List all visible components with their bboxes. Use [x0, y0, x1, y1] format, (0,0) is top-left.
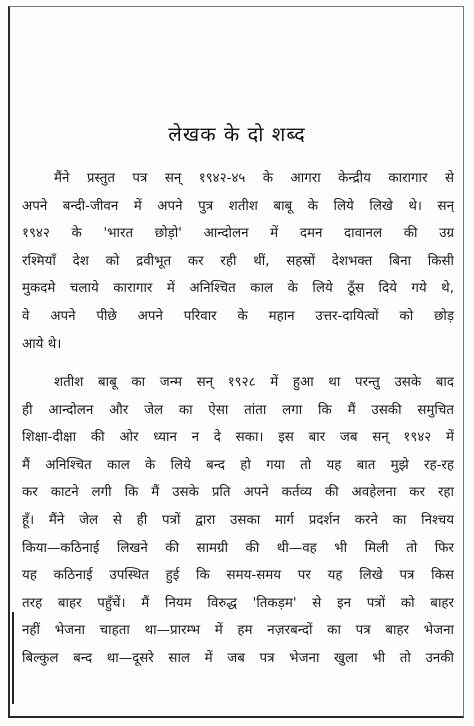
text-line: वे अपने पीछे अपने परिवार के महान उत्तर-दायित्वों को छोड़: [22, 308, 454, 324]
text-line: तरह बाहर पहुँचें। मैं नियम विरुद्ध 'तिकड़म' से इन पत्रों को बाहर: [22, 595, 454, 611]
text-line: मुकदमे चलाये कारागार में अनिश्चित काल के लिये ठूँस दिये गये थे,: [22, 281, 454, 297]
text-line: १९४२ के 'भारत छोड़ो' आन्दोलन में दमन दावानल की उग्र: [22, 226, 454, 242]
text-line: मैंने प्रस्तुत पत्र सन् १९४२-४५ के आगरा केन्द्रीय कारागार से: [54, 171, 454, 186]
paragraph-2: [22, 369, 454, 673]
text-line: रश्मियाँ देश को द्रवीभूत कर रही थीं, सहस्रों देशभक्त बिना किसी: [22, 253, 454, 269]
paragraph-1: [22, 165, 454, 358]
text-line: बिल्कुल बन्द था—दूसरे साल में जब पत्र भेजना खुला भी तो उनकी: [22, 650, 454, 666]
text-line: शिक्षा-दीक्षा की ओर ध्यान न दे सका। इस बार जब सन् १९४२ में: [22, 430, 454, 446]
text-line: ही आन्दोलन और जेल का ऐसा तांता लगा कि मैं उसकी समुचित: [22, 402, 454, 418]
text-line: यह कठिनाई उपस्थित हुई कि समय-समय पर यह लिखे पत्र किस: [22, 568, 454, 584]
text-line: किया—कठिनाई लिखने की सामग्री की थी—वह भी मिली तो फिर: [22, 540, 454, 556]
text-line: अपने बन्दी-जीवन में अपने पुत्र शतीश बाबू के लिये लिखे थे। सन्: [22, 198, 454, 214]
text-line: हूँ। मैंने जेल से ही पत्रों द्वारा उसका मार्ग प्रदर्शन करने का निश्चय: [22, 512, 454, 528]
margin-mark: [12, 612, 14, 704]
text-line: नहीं भेजना चाहता था—प्रारम्भ में हम नज़रबन्दों का पत्र बाहर भेजना: [22, 623, 454, 639]
text-line: मैं अनिश्चित काल के लिये बन्द हो गया तो यह बात मुझे रह-रह: [22, 457, 454, 473]
text-line: कर काटने लगी कि मैं उसके प्रति अपने कर्तव्य की अवहेलना कर रहा: [22, 485, 454, 501]
text-line: आये थे।: [22, 336, 62, 352]
chapter-title: लेखक के दो शब्द: [168, 122, 306, 146]
text-line: शतीश बाबू का जन्म सन् १९२८ में हुआ था परन्तु उसके बाद: [54, 375, 454, 390]
